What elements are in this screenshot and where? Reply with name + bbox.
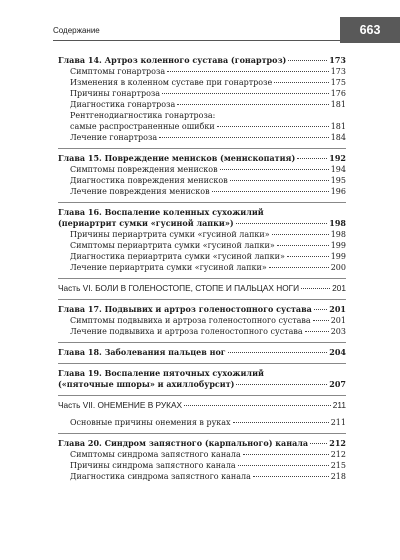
- page-header: [0, 0, 400, 36]
- dot-leader: [236, 384, 327, 385]
- dot-leader: [297, 158, 327, 159]
- toc-page-number: 218: [330, 472, 346, 481]
- dot-leader: [287, 256, 329, 257]
- dot-leader: [314, 309, 327, 310]
- dot-leader: [212, 191, 329, 192]
- table-of-contents: [58, 55, 346, 482]
- dot-leader: [243, 454, 329, 455]
- toc-entry-title-line: Рентгенодиагностика гонартроза:: [70, 111, 216, 120]
- header-rule: [53, 40, 340, 41]
- toc-page-number: 203: [330, 327, 346, 336]
- dot-leader: [277, 245, 329, 246]
- toc-page-number: 199: [330, 252, 346, 261]
- dot-leader: [228, 352, 328, 353]
- toc-page-number: 211: [332, 400, 346, 410]
- toc-page-number: 198: [329, 218, 346, 228]
- toc-page-number: 215: [330, 461, 346, 470]
- toc-page-number: 181: [330, 122, 346, 131]
- dot-leader: [233, 422, 329, 423]
- section-divider: [58, 278, 346, 279]
- toc-entry-title: Причины синдрома запястного канала: [70, 461, 236, 470]
- page-number: 663: [359, 23, 381, 37]
- section-divider: [58, 433, 346, 434]
- toc-entry[interactable]: [58, 99, 346, 110]
- toc-chapter[interactable]: [58, 55, 346, 66]
- dot-leader: [272, 234, 329, 235]
- toc-page-number: 204: [329, 347, 346, 357]
- toc-part[interactable]: [58, 283, 346, 294]
- toc-entry-title: Причины периартрита сумки «гусиной лапки»: [70, 230, 270, 239]
- toc-entry-title: Глава 18. Заболевания пальцев ног: [58, 347, 226, 357]
- toc-entry[interactable]: [58, 417, 346, 428]
- toc-entry-title: Глава 15. Повреждение менисков (менископатия): [58, 153, 296, 163]
- toc-chapter[interactable]: [58, 304, 346, 315]
- toc-page-number: 173: [330, 67, 346, 76]
- toc-page-number: 200: [330, 263, 346, 272]
- toc-entry-title: Симптомы подвывиха и артроза голеностопного сустава: [70, 316, 311, 325]
- toc-entry-title: Диагностика гонартроза: [70, 100, 176, 109]
- dot-leader: [159, 137, 329, 138]
- page-number-box: [340, 17, 400, 43]
- toc-part[interactable]: [58, 400, 346, 411]
- running-title: Содержание: [53, 26, 100, 35]
- dot-leader: [167, 71, 329, 72]
- toc-entry[interactable]: [58, 471, 346, 482]
- dot-leader: [238, 465, 329, 466]
- toc-entry[interactable]: [58, 326, 346, 337]
- toc-entry[interactable]: [58, 175, 346, 186]
- dot-leader: [184, 405, 331, 406]
- toc-entry-title: (периартрит сумки «гусиной лапки»): [58, 218, 234, 228]
- dot-leader: [220, 169, 329, 170]
- section-divider: [58, 299, 346, 300]
- toc-entry-title: Глава 14. Артроз коленного сустава (гонартроз): [58, 55, 287, 65]
- toc-entry[interactable]: [58, 251, 346, 262]
- dot-leader: [301, 288, 330, 289]
- toc-entry-title: самые распространенные ошибки: [70, 122, 215, 131]
- toc-entry[interactable]: [58, 66, 346, 77]
- dot-leader: [269, 267, 329, 268]
- section-divider: [58, 395, 346, 396]
- toc-page-number: 192: [329, 153, 346, 163]
- dot-leader: [274, 82, 329, 83]
- dot-leader: [162, 93, 329, 94]
- toc-page-number: 175: [330, 78, 346, 87]
- toc-entry-title: Диагностика синдрома запястного канала: [70, 472, 251, 481]
- toc-entry-title: Диагностика периартрита сумки «гусиной лапки»: [70, 252, 285, 261]
- toc-entry[interactable]: [58, 88, 346, 99]
- toc-entry-title: Часть VI. БОЛИ В ГОЛЕНОСТОПЕ, СТОПЕ И ПАЛЬЦАХ НОГИ: [58, 283, 300, 293]
- toc-chapter-title-line: Глава 19. Воспаление пяточных сухожилий: [58, 368, 264, 378]
- toc-page-number: 181: [330, 100, 346, 109]
- toc-chapter-title-line: Глава 16. Воспаление коленных сухожилий: [58, 207, 264, 217]
- toc-page-number: 212: [329, 438, 346, 448]
- toc-entry-title: Симптомы периартрита сумки «гусиной лапки»: [70, 241, 275, 250]
- toc-entry[interactable]: [58, 229, 346, 240]
- section-divider: [58, 148, 346, 149]
- toc-entry[interactable]: [58, 132, 346, 143]
- toc-entry[interactable]: [58, 186, 346, 197]
- toc-entry-title: Лечение периартрита сумки «гусиной лапки»: [70, 263, 267, 272]
- dot-leader: [236, 223, 328, 224]
- toc-page-number: 196: [330, 187, 346, 196]
- toc-chapter[interactable]: [58, 379, 346, 390]
- toc-chapter[interactable]: [58, 153, 346, 164]
- dot-leader: [177, 104, 328, 105]
- toc-page-number: 212: [330, 450, 346, 459]
- toc-entry-title: Лечение подвывиха и артроза голеностопного сустава: [70, 327, 303, 336]
- toc-entry[interactable]: [58, 77, 346, 88]
- toc-page-number: 198: [330, 230, 346, 239]
- toc-entry-title: Симптомы синдрома запястного канала: [70, 450, 241, 459]
- toc-chapter[interactable]: [58, 218, 346, 229]
- toc-entry-title: Глава 20. Синдром запястного (карпального) канала: [58, 438, 309, 448]
- toc-page-number: 201: [329, 304, 346, 314]
- toc-entry-title: Лечение гонартроза: [70, 133, 158, 142]
- toc-entry-title: Симптомы повреждения менисков: [70, 165, 218, 174]
- toc-page-number: 211: [330, 418, 346, 427]
- toc-entry-title: Изменения в коленном суставе при гонартрозе: [70, 78, 273, 87]
- toc-entry[interactable]: [58, 449, 346, 460]
- section-divider: [58, 202, 346, 203]
- toc-entry[interactable]: [58, 164, 346, 175]
- toc-entry-title: Основные причины онемения в руках: [70, 418, 231, 427]
- toc-entry-title: Лечение повреждения менисков: [70, 187, 210, 196]
- toc-entry[interactable]: [58, 240, 346, 251]
- toc-page-number: 199: [330, 241, 346, 250]
- toc-page-number: 201: [332, 283, 346, 293]
- toc-page-number: 194: [330, 165, 346, 174]
- section-divider: [58, 363, 346, 364]
- dot-leader: [313, 320, 329, 321]
- toc-page-number: 195: [330, 176, 346, 185]
- dot-leader: [288, 60, 327, 61]
- toc-page-number: 176: [330, 89, 346, 98]
- toc-entry-title: («пяточные шпоры» и ахиллобурсит): [58, 379, 235, 389]
- toc-chapter[interactable]: [58, 438, 346, 449]
- toc-entry-title: Диагностика повреждения менисков: [70, 176, 228, 185]
- toc-page-number: 184: [330, 133, 346, 142]
- toc-entry-title: Причины гонартроза: [70, 89, 161, 98]
- dot-leader: [217, 126, 329, 127]
- toc-page-number: 207: [329, 379, 346, 389]
- toc-page-number: 173: [329, 55, 346, 65]
- toc-chapter[interactable]: [58, 347, 346, 358]
- toc-entry-title: Глава 17. Подвывих и артроз голеностопного сустава: [58, 304, 312, 314]
- section-divider: [58, 342, 346, 343]
- toc-entry[interactable]: [58, 262, 346, 273]
- toc-entry-title: Часть VII. ОНЕМЕНИЕ В РУКАХ: [58, 400, 183, 410]
- dot-leader: [310, 443, 327, 444]
- toc-page-number: 201: [330, 316, 346, 325]
- dot-leader: [230, 180, 329, 181]
- dot-leader: [305, 331, 329, 332]
- dot-leader: [253, 476, 329, 477]
- toc-entry[interactable]: [58, 315, 346, 326]
- toc-entry[interactable]: [58, 121, 346, 132]
- toc-entry-title: Симптомы гонартроза: [70, 67, 166, 76]
- toc-entry[interactable]: [58, 460, 346, 471]
